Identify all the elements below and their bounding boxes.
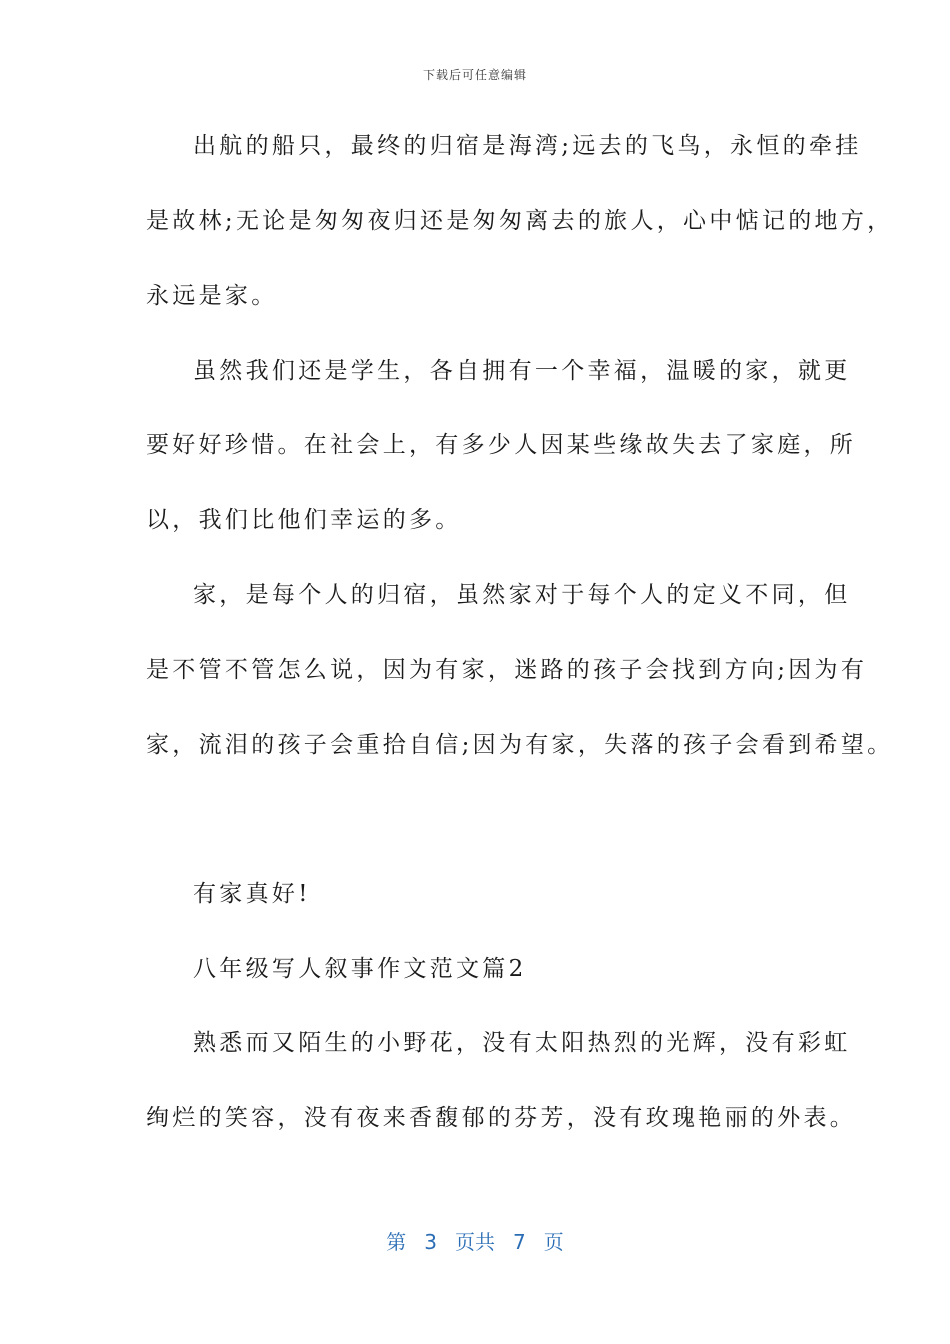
paragraph-line: 是不管不管怎么说，因为有家，迷路的孩子会找到方向;因为有 [146, 657, 868, 683]
paragraph-line: 家，是每个人的归宿，虽然家对于每个人的定义不同，但 [193, 582, 851, 608]
paragraph-line: 出航的船只，最终的归宿是海湾;远去的飞鸟，永恒的牵挂 [193, 133, 862, 159]
footer-middle: 页共 [455, 1230, 495, 1254]
paragraph-line: 有家真好! [193, 881, 311, 907]
paragraph-line: 虽然我们还是学生，各自拥有一个幸福，温暖的家，就更 [193, 358, 851, 384]
paragraph-line: 是故林;无论是匆匆夜归还是匆匆离去的旅人，心中惦记的地方， [146, 208, 894, 234]
paragraph-line: 绚烂的笑容，没有夜来香馥郁的芬芳，没有玫瑰艳丽的外表。 [146, 1105, 857, 1131]
footer-total-pages: 7 [513, 1230, 526, 1254]
paragraph-line: 熟悉而又陌生的小野花，没有太阳热烈的光辉，没有彩虹 [193, 1030, 851, 1056]
page-header-note: 下载后可任意编辑 [422, 68, 527, 82]
paragraph-line: 家，流泪的孩子会重拾自信;因为有家，失落的孩子会看到希望。 [146, 732, 894, 758]
paragraph-line: 要好好珍惜。在社会上，有多少人因某些缘故失去了家庭，所 [146, 432, 857, 458]
footer-suffix: 页 [543, 1230, 564, 1254]
page-footer [0, 1226, 950, 1255]
paragraph-line: 以，我们比他们幸运的多。 [146, 507, 462, 533]
footer-prefix: 第 [386, 1230, 407, 1254]
section-heading: 八年级写人叙事作文范文篇2 [193, 956, 527, 982]
footer-current-page: 3 [424, 1230, 437, 1254]
paragraph-line: 永远是家。 [146, 283, 278, 309]
